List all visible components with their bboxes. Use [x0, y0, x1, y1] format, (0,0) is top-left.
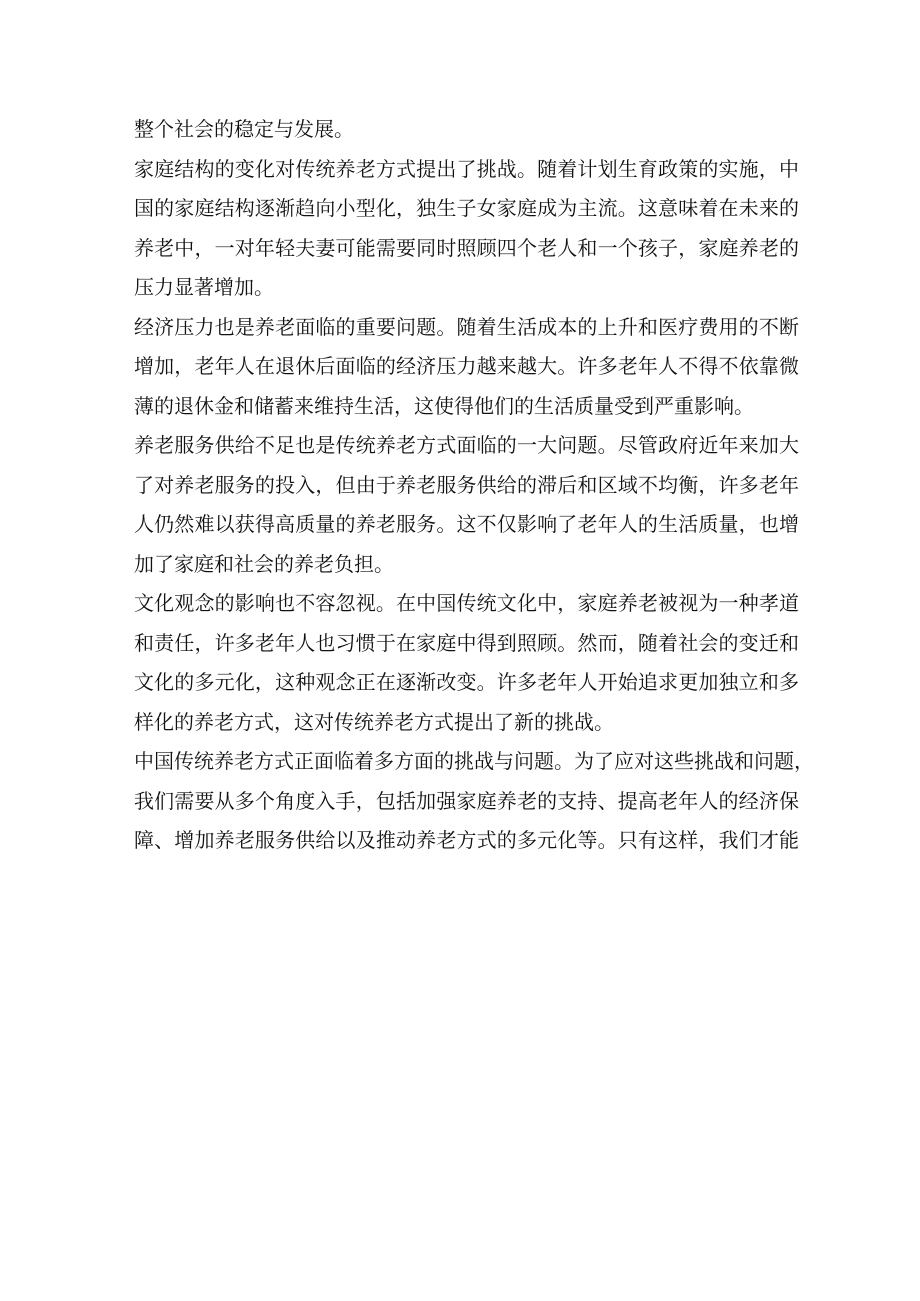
text-line: 障、增加养老服务供给以及推动养老方式的多元化等。只有这样，我们才能: [134, 828, 799, 852]
text-line: 我们需要从多个角度入手，包括加强家庭养老的支持、提高老年人的经济保: [134, 788, 799, 813]
text-line: 增加，老年人在退休后面临的经济压力越来越大。许多老年人不得不依靠微: [134, 354, 799, 378]
text-line: 了对养老服务的投入，但由于养老服务供给的滞后和区域不均衡，许多老年: [134, 472, 799, 497]
text-line: 和责任，许多老年人也习惯于在家庭中得到照顾。然而，随着社会的变迁和: [134, 630, 799, 655]
text-line: 文化的多元化，这种观念正在逐渐改变。许多老年人开始追求更加独立和多: [134, 670, 799, 694]
text-line: 薄的退休金和储蓄来维持生活，这使得他们的生活质量受到严重影响。: [134, 393, 754, 418]
text-line: 养老中，一对年轻夫妻可能需要同时照顾四个老人和一个孩子，家庭养老的: [134, 235, 799, 260]
text-line: 压力显著增加。: [134, 275, 274, 299]
document-body: [134, 110, 814, 861]
text-line: 文化观念的影响也不容忽视。在中国传统文化中，家庭养老被视为一种孝道: [134, 591, 799, 615]
text-line: 中国传统养老方式正面临着多方面的挑战与问题。为了应对这些挑战和问题，: [134, 749, 814, 773]
text-line: 国的家庭结构逐渐趋向小型化，独生子女家庭成为主流。这意味着在未来的: [134, 196, 799, 220]
text-line: 样化的养老方式，这对传统养老方式提出了新的挑战。: [134, 709, 614, 734]
text-line: 养老服务供给不足也是传统养老方式面临的一大问题。尽管政府近年来加大: [134, 433, 799, 457]
text-line: 经济压力也是养老面临的重要问题。随着生活成本的上升和医疗费用的不断: [134, 314, 799, 339]
text-line: 人仍然难以获得高质量的养老服务。这不仅影响了老年人的生活质量，也增: [134, 512, 799, 536]
text-line: 家庭结构的变化对传统养老方式提出了挑战。随着计划生育政策的实施，中: [134, 156, 799, 181]
text-line: 加了家庭和社会的养老负担。: [134, 551, 394, 576]
text-line: 整个社会的稳定与发展。: [134, 117, 354, 141]
